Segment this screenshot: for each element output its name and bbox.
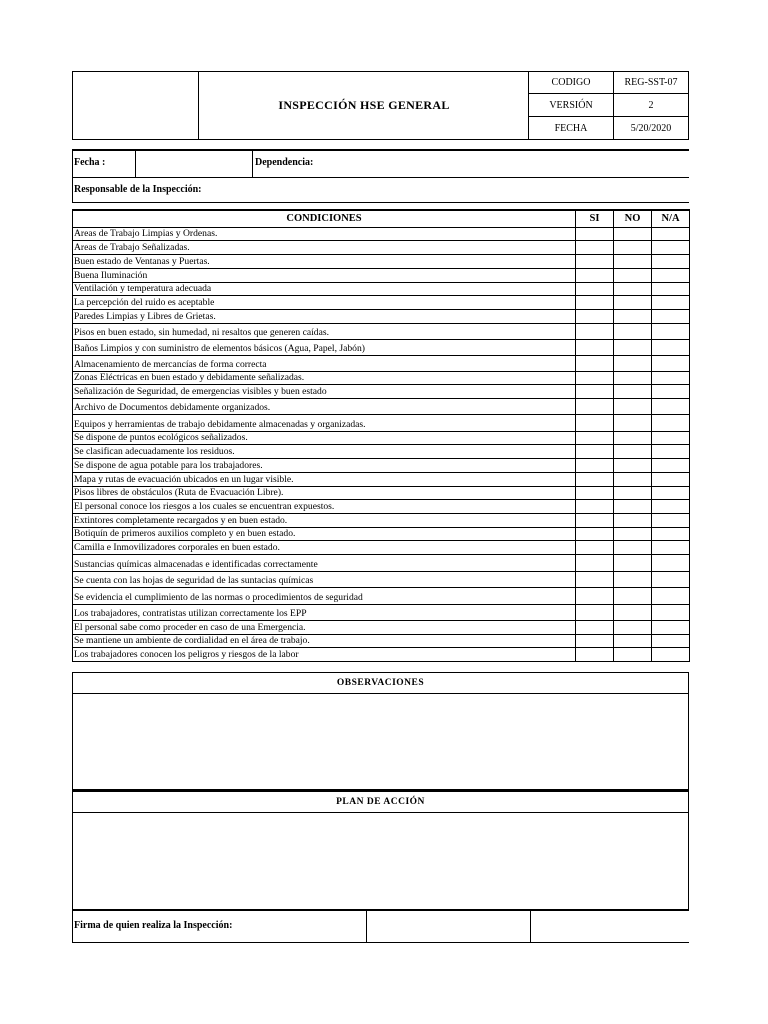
check-cell-na[interactable] — [652, 514, 690, 528]
check-cell-si[interactable] — [576, 356, 614, 372]
check-cell-no[interactable] — [614, 241, 652, 255]
check-cell-si[interactable] — [576, 635, 614, 648]
check-cell-na[interactable] — [652, 255, 690, 269]
check-cell-na[interactable] — [652, 385, 690, 399]
condition-label: Se cuenta con las hojas de seguridad de las suntacias químicas — [73, 572, 576, 588]
check-cell-no[interactable] — [614, 541, 652, 555]
header-na: N/A — [652, 210, 690, 228]
table-row — [73, 324, 690, 340]
table-row — [73, 555, 690, 572]
condition-label: Se evidencia el cumplimiento de las normas o procedimientos de seguridad — [73, 588, 576, 605]
condition-label: Buen estado de Ventanas y Puertas. — [73, 255, 576, 269]
check-cell-si[interactable] — [576, 572, 614, 588]
check-cell-na[interactable] — [652, 241, 690, 255]
version-label: VERSIÓN — [528, 93, 614, 117]
condition-label: Camilla e Inmovilizadores corporales en buen estado. — [73, 541, 576, 555]
table-row — [73, 500, 690, 514]
condition-label: El personal conoce los riesgos a los cuales se encuentran expuestos. — [73, 500, 576, 514]
condition-label: Baños Limpios y con suministro de elementos básicos (Agua, Papel, Jabón) — [73, 340, 576, 356]
header-condiciones: CONDICIONES — [73, 210, 576, 228]
check-cell-si[interactable] — [576, 555, 614, 572]
condition-label: Se mantiene un ambiente de cordialidad en el área de trabajo. — [73, 635, 576, 648]
condition-label: Se clasifican adecuadamente los residuos. — [73, 445, 576, 459]
table-row — [73, 310, 690, 324]
check-cell-no[interactable] — [614, 340, 652, 356]
check-cell-no[interactable] — [614, 572, 652, 588]
condition-label: Los trabajadores, contratistas utilizan correctamente los EPP — [73, 605, 576, 621]
table-row — [73, 473, 690, 487]
condition-label: Archivo de Documentos debidamente organizados. — [73, 399, 576, 415]
check-cell-no[interactable] — [614, 605, 652, 621]
check-cell-na[interactable] — [652, 310, 690, 324]
check-cell-na[interactable] — [652, 283, 690, 296]
check-cell-si[interactable] — [576, 432, 614, 445]
fecha-field-label: Fecha : — [74, 157, 106, 168]
check-cell-na[interactable] — [652, 296, 690, 310]
check-cell-na[interactable] — [652, 356, 690, 372]
check-cell-si[interactable] — [576, 372, 614, 385]
condition-label: Botiquín de primeros auxilios completo y en buen estado. — [73, 528, 576, 541]
check-cell-na[interactable] — [652, 228, 690, 241]
condition-label: Pisos libres de obstáculos (Ruta de Evacuación Libre). — [73, 487, 576, 500]
table-row — [73, 572, 690, 588]
check-cell-si[interactable] — [576, 399, 614, 415]
check-cell-si[interactable] — [576, 459, 614, 473]
table-row — [73, 487, 690, 500]
check-cell-si[interactable] — [576, 473, 614, 487]
condition-label: Extintores completamente recargados y en buen estado. — [73, 514, 576, 528]
condition-label: Los trabajadores conocen los peligros y riesgos de la labor — [73, 648, 576, 662]
check-cell-no[interactable] — [614, 356, 652, 372]
condition-label: Pisos en buen estado, sin humedad, ni resaltos que generen caídas. — [73, 324, 576, 340]
check-cell-si[interactable] — [576, 648, 614, 662]
table-row — [73, 228, 690, 241]
check-cell-no[interactable] — [614, 621, 652, 635]
check-cell-na[interactable] — [652, 528, 690, 541]
table-row — [73, 372, 690, 385]
check-cell-si[interactable] — [576, 241, 614, 255]
check-cell-si[interactable] — [576, 385, 614, 399]
check-cell-no[interactable] — [614, 432, 652, 445]
condition-label: Sustancias químicas almacenadas e identificadas correctamente — [73, 555, 576, 572]
condition-label: Paredes Limpias y Libres de Grietas. — [73, 310, 576, 324]
version-value: 2 — [613, 93, 689, 117]
check-cell-si[interactable] — [576, 605, 614, 621]
check-cell-si[interactable] — [576, 514, 614, 528]
table-row — [73, 648, 690, 662]
condition-label: Señalización de Seguridad, de emergencias visibles y buen estado — [73, 385, 576, 399]
check-cell-no[interactable] — [614, 648, 652, 662]
check-cell-na[interactable] — [652, 399, 690, 415]
condition-label: Ventilación y temperatura adecuada — [73, 283, 576, 296]
check-cell-si[interactable] — [576, 283, 614, 296]
firma-label: Firma de quien realiza la Inspección: — [74, 920, 233, 931]
condition-label: El personal sabe como proceder en caso de una Emergencia. — [73, 621, 576, 635]
check-cell-na[interactable] — [652, 541, 690, 555]
check-cell-na[interactable] — [652, 487, 690, 500]
check-cell-si[interactable] — [576, 269, 614, 283]
condition-label: Se dispone de agua potable para los trabajadores. — [73, 459, 576, 473]
observaciones-title: OBSERVACIONES — [72, 672, 689, 694]
codigo-value: REG-SST-07 — [613, 71, 689, 94]
table-row — [73, 541, 690, 555]
check-cell-no[interactable] — [614, 228, 652, 241]
check-cell-na[interactable] — [652, 432, 690, 445]
check-cell-si[interactable] — [576, 296, 614, 310]
fecha-input-cell[interactable] — [135, 150, 253, 178]
check-cell-no[interactable] — [614, 283, 652, 296]
check-cell-si[interactable] — [576, 255, 614, 269]
conditions-table — [72, 209, 690, 662]
table-row — [73, 588, 690, 605]
condition-label: Buena Iluminación — [73, 269, 576, 283]
check-cell-na[interactable] — [652, 588, 690, 605]
check-cell-si[interactable] — [576, 445, 614, 459]
check-cell-na[interactable] — [652, 415, 690, 432]
condition-label: Mapa y rutas de evacuación ubicados en un lugar visible. — [73, 473, 576, 487]
check-cell-na[interactable] — [652, 324, 690, 340]
table-row — [73, 445, 690, 459]
table-row — [73, 283, 690, 296]
check-cell-no[interactable] — [614, 310, 652, 324]
condition-label: Almacenamiento de mercancías de forma correcta — [73, 356, 576, 372]
check-cell-no[interactable] — [614, 514, 652, 528]
check-cell-na[interactable] — [652, 572, 690, 588]
check-cell-no[interactable] — [614, 415, 652, 432]
check-cell-no[interactable] — [614, 255, 652, 269]
check-cell-na[interactable] — [652, 473, 690, 487]
check-cell-si[interactable] — [576, 415, 614, 432]
table-row — [73, 399, 690, 415]
check-cell-no[interactable] — [614, 269, 652, 283]
conditions-header-row — [73, 210, 690, 228]
check-cell-si[interactable] — [576, 487, 614, 500]
table-row — [73, 385, 690, 399]
check-cell-no[interactable] — [614, 445, 652, 459]
fecha-value: 5/20/2020 — [613, 116, 689, 140]
table-row — [73, 635, 690, 648]
header-no: NO — [614, 210, 652, 228]
table-row — [73, 269, 690, 283]
firma-signature-cell[interactable] — [366, 910, 531, 943]
info-row-bottom-border — [72, 202, 689, 203]
condition-label: La percepción del ruido es aceptable — [73, 296, 576, 310]
check-cell-si[interactable] — [576, 228, 614, 241]
check-cell-na[interactable] — [652, 648, 690, 662]
check-cell-si[interactable] — [576, 528, 614, 541]
check-cell-no[interactable] — [614, 555, 652, 572]
table-row — [73, 432, 690, 445]
check-cell-si[interactable] — [576, 310, 614, 324]
check-cell-no[interactable] — [614, 399, 652, 415]
document-title: INSPECCIÓN HSE GENERAL — [198, 71, 529, 140]
check-cell-na[interactable] — [652, 372, 690, 385]
table-row — [73, 415, 690, 432]
dependencia-field-label: Dependencia: — [255, 157, 314, 168]
check-cell-na[interactable] — [652, 605, 690, 621]
check-cell-si[interactable] — [576, 541, 614, 555]
table-row — [73, 356, 690, 372]
check-cell-si[interactable] — [576, 324, 614, 340]
condition-label: Areas de Trabajo Limpias y Ordenas. — [73, 228, 576, 241]
check-cell-no[interactable] — [614, 528, 652, 541]
responsable-input-cell[interactable] — [215, 178, 689, 202]
table-row — [73, 605, 690, 621]
check-cell-si[interactable] — [576, 340, 614, 356]
plan-accion-title: PLAN DE ACCIÓN — [72, 790, 689, 813]
header-logo-cell — [72, 71, 199, 140]
check-cell-si[interactable] — [576, 500, 614, 514]
check-cell-na[interactable] — [652, 269, 690, 283]
check-cell-na[interactable] — [652, 555, 690, 572]
plan-accion-area[interactable] — [72, 812, 689, 910]
condition-label: Zonas Eléctricas en buen estado y debidamente señalizadas. — [73, 372, 576, 385]
dependencia-input-cell[interactable] — [320, 150, 689, 178]
check-cell-na[interactable] — [652, 459, 690, 473]
observaciones-area[interactable] — [72, 693, 689, 790]
check-cell-no[interactable] — [614, 500, 652, 514]
condition-label: Equipos y herramientas de trabajo debidamente almacenadas y organizadas. — [73, 415, 576, 432]
check-cell-no[interactable] — [614, 635, 652, 648]
table-row — [73, 514, 690, 528]
check-cell-na[interactable] — [652, 621, 690, 635]
check-cell-no[interactable] — [614, 588, 652, 605]
check-cell-no[interactable] — [614, 459, 652, 473]
table-row — [73, 340, 690, 356]
table-row — [73, 296, 690, 310]
check-cell-si[interactable] — [576, 621, 614, 635]
check-cell-no[interactable] — [614, 473, 652, 487]
responsable-field-label: Responsable de la Inspección: — [74, 184, 202, 195]
fecha-label: FECHA — [528, 116, 614, 140]
table-row — [73, 528, 690, 541]
check-cell-no[interactable] — [614, 385, 652, 399]
check-cell-si[interactable] — [576, 588, 614, 605]
check-cell-no[interactable] — [614, 324, 652, 340]
check-cell-na[interactable] — [652, 635, 690, 648]
check-cell-no[interactable] — [614, 487, 652, 500]
codigo-label: CODIGO — [528, 71, 614, 94]
condition-label: Areas de Trabajo Señalizadas. — [73, 241, 576, 255]
table-row — [73, 459, 690, 473]
table-row — [73, 255, 690, 269]
condition-label: Se dispone de puntos ecológicos señalizados. — [73, 432, 576, 445]
check-cell-na[interactable] — [652, 340, 690, 356]
check-cell-na[interactable] — [652, 500, 690, 514]
check-cell-no[interactable] — [614, 372, 652, 385]
firma-extra-cell[interactable] — [531, 910, 689, 943]
table-row — [73, 241, 690, 255]
table-row — [73, 621, 690, 635]
check-cell-na[interactable] — [652, 445, 690, 459]
header-si: SI — [576, 210, 614, 228]
info-left-border — [72, 149, 73, 203]
check-cell-no[interactable] — [614, 296, 652, 310]
